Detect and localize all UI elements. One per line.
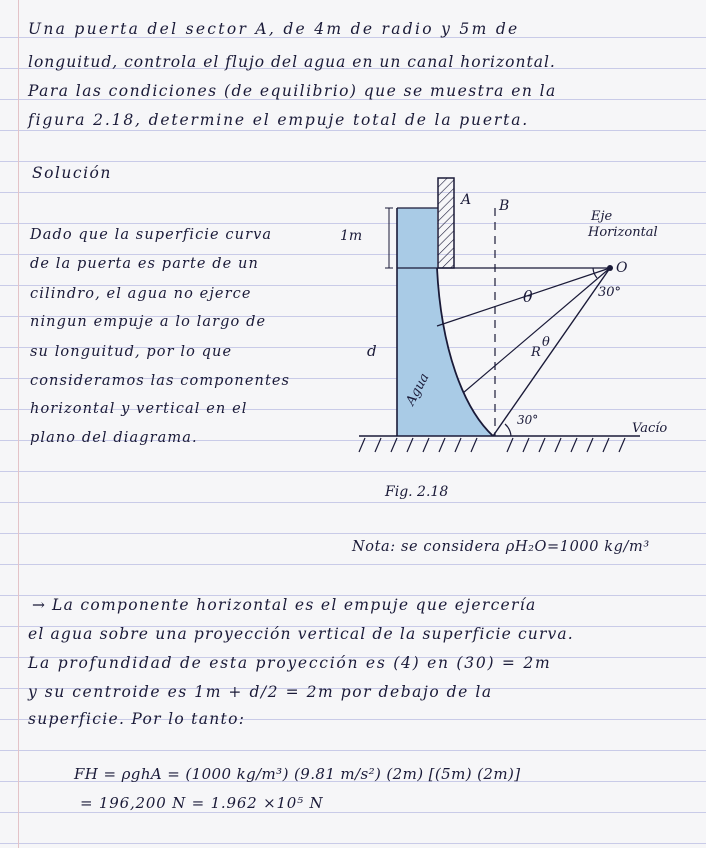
bottom-line-5: superficie. Por lo tanto: <box>28 710 246 728</box>
gate-post <box>438 178 454 268</box>
bottom-angle-arc <box>505 424 511 436</box>
bottom-line-4: y su centroide es 1m + d/2 = 2m por debajo de la <box>28 683 493 701</box>
paragraph-line-1: Dado que la superficie curva <box>30 227 273 243</box>
figure-2-18 <box>340 178 685 500</box>
equation-line-2: = 196,200 N = 1.962 ×10⁵ N <box>80 794 324 812</box>
bottom-line-3: La profundidad de esta proyección es (4) en (30) = 2m <box>28 654 552 672</box>
bottom-line-1: La componente horizontal es el empuje que ejercería <box>52 596 537 614</box>
intro-line-2: longuitud, controla el flujo del agua en un canal horizontal. <box>28 53 556 71</box>
label-r-theta: θ <box>542 335 550 350</box>
paragraph-line-8: plano del diagrama. <box>30 430 198 446</box>
paragraph-line-5: su longuitud, por lo que <box>30 344 233 360</box>
label-theta: θ <box>523 287 533 306</box>
figure-svg <box>340 178 685 500</box>
label-agua: Agua <box>403 370 433 408</box>
label-b: B <box>499 198 510 214</box>
paragraph-line-7: horizontal y vertical en el <box>30 401 248 417</box>
label-a: A <box>461 192 472 208</box>
label-horizontal: Horizontal <box>588 225 658 240</box>
label-o: O <box>616 260 628 276</box>
paragraph-line-6: consideramos las componentes <box>30 373 291 389</box>
label-eje: Eje <box>591 209 613 224</box>
intro-line-1: Una puerta del sector A, de 4m de radio y 5m de <box>28 20 520 38</box>
label-r: R <box>531 345 541 360</box>
paragraph-line-2: de la puerta es parte de un <box>30 256 259 272</box>
margin-line <box>18 0 19 848</box>
paragraph-line-3: cilindro, el agua no ejerce <box>30 286 252 302</box>
equation-line-1: FH = ρghA = (1000 kg/m³) (9.81 m/s²) (2m) [(5m) (2m)] <box>74 765 521 783</box>
figure-caption: Fig. 2.18 <box>385 484 449 500</box>
solution-label: Solución <box>32 164 112 182</box>
label-30-top: 30° <box>598 285 622 300</box>
label-vacio: Vacío <box>632 421 668 436</box>
intro-line-3: Para las condiciones (de equilibrio) que se muestra en la <box>28 82 557 100</box>
ground-hatch <box>359 438 625 452</box>
label-1m: 1m <box>340 228 363 244</box>
bottom-line-2: el agua sobre una proyección vertical de la superficie curva. <box>28 625 574 643</box>
label-30-bottom: 30° <box>517 413 539 427</box>
arrow-icon: → <box>32 596 47 614</box>
intro-line-4: figura 2.18, determine el empuje total de la puerta. <box>28 111 530 129</box>
pivot-o <box>607 265 613 271</box>
paragraph-line-4: ningun empuje a lo largo de <box>30 314 267 330</box>
label-d: d <box>367 342 377 360</box>
nota-line: Nota: se considera ρH₂O=1000 kg/m³ <box>352 539 650 555</box>
